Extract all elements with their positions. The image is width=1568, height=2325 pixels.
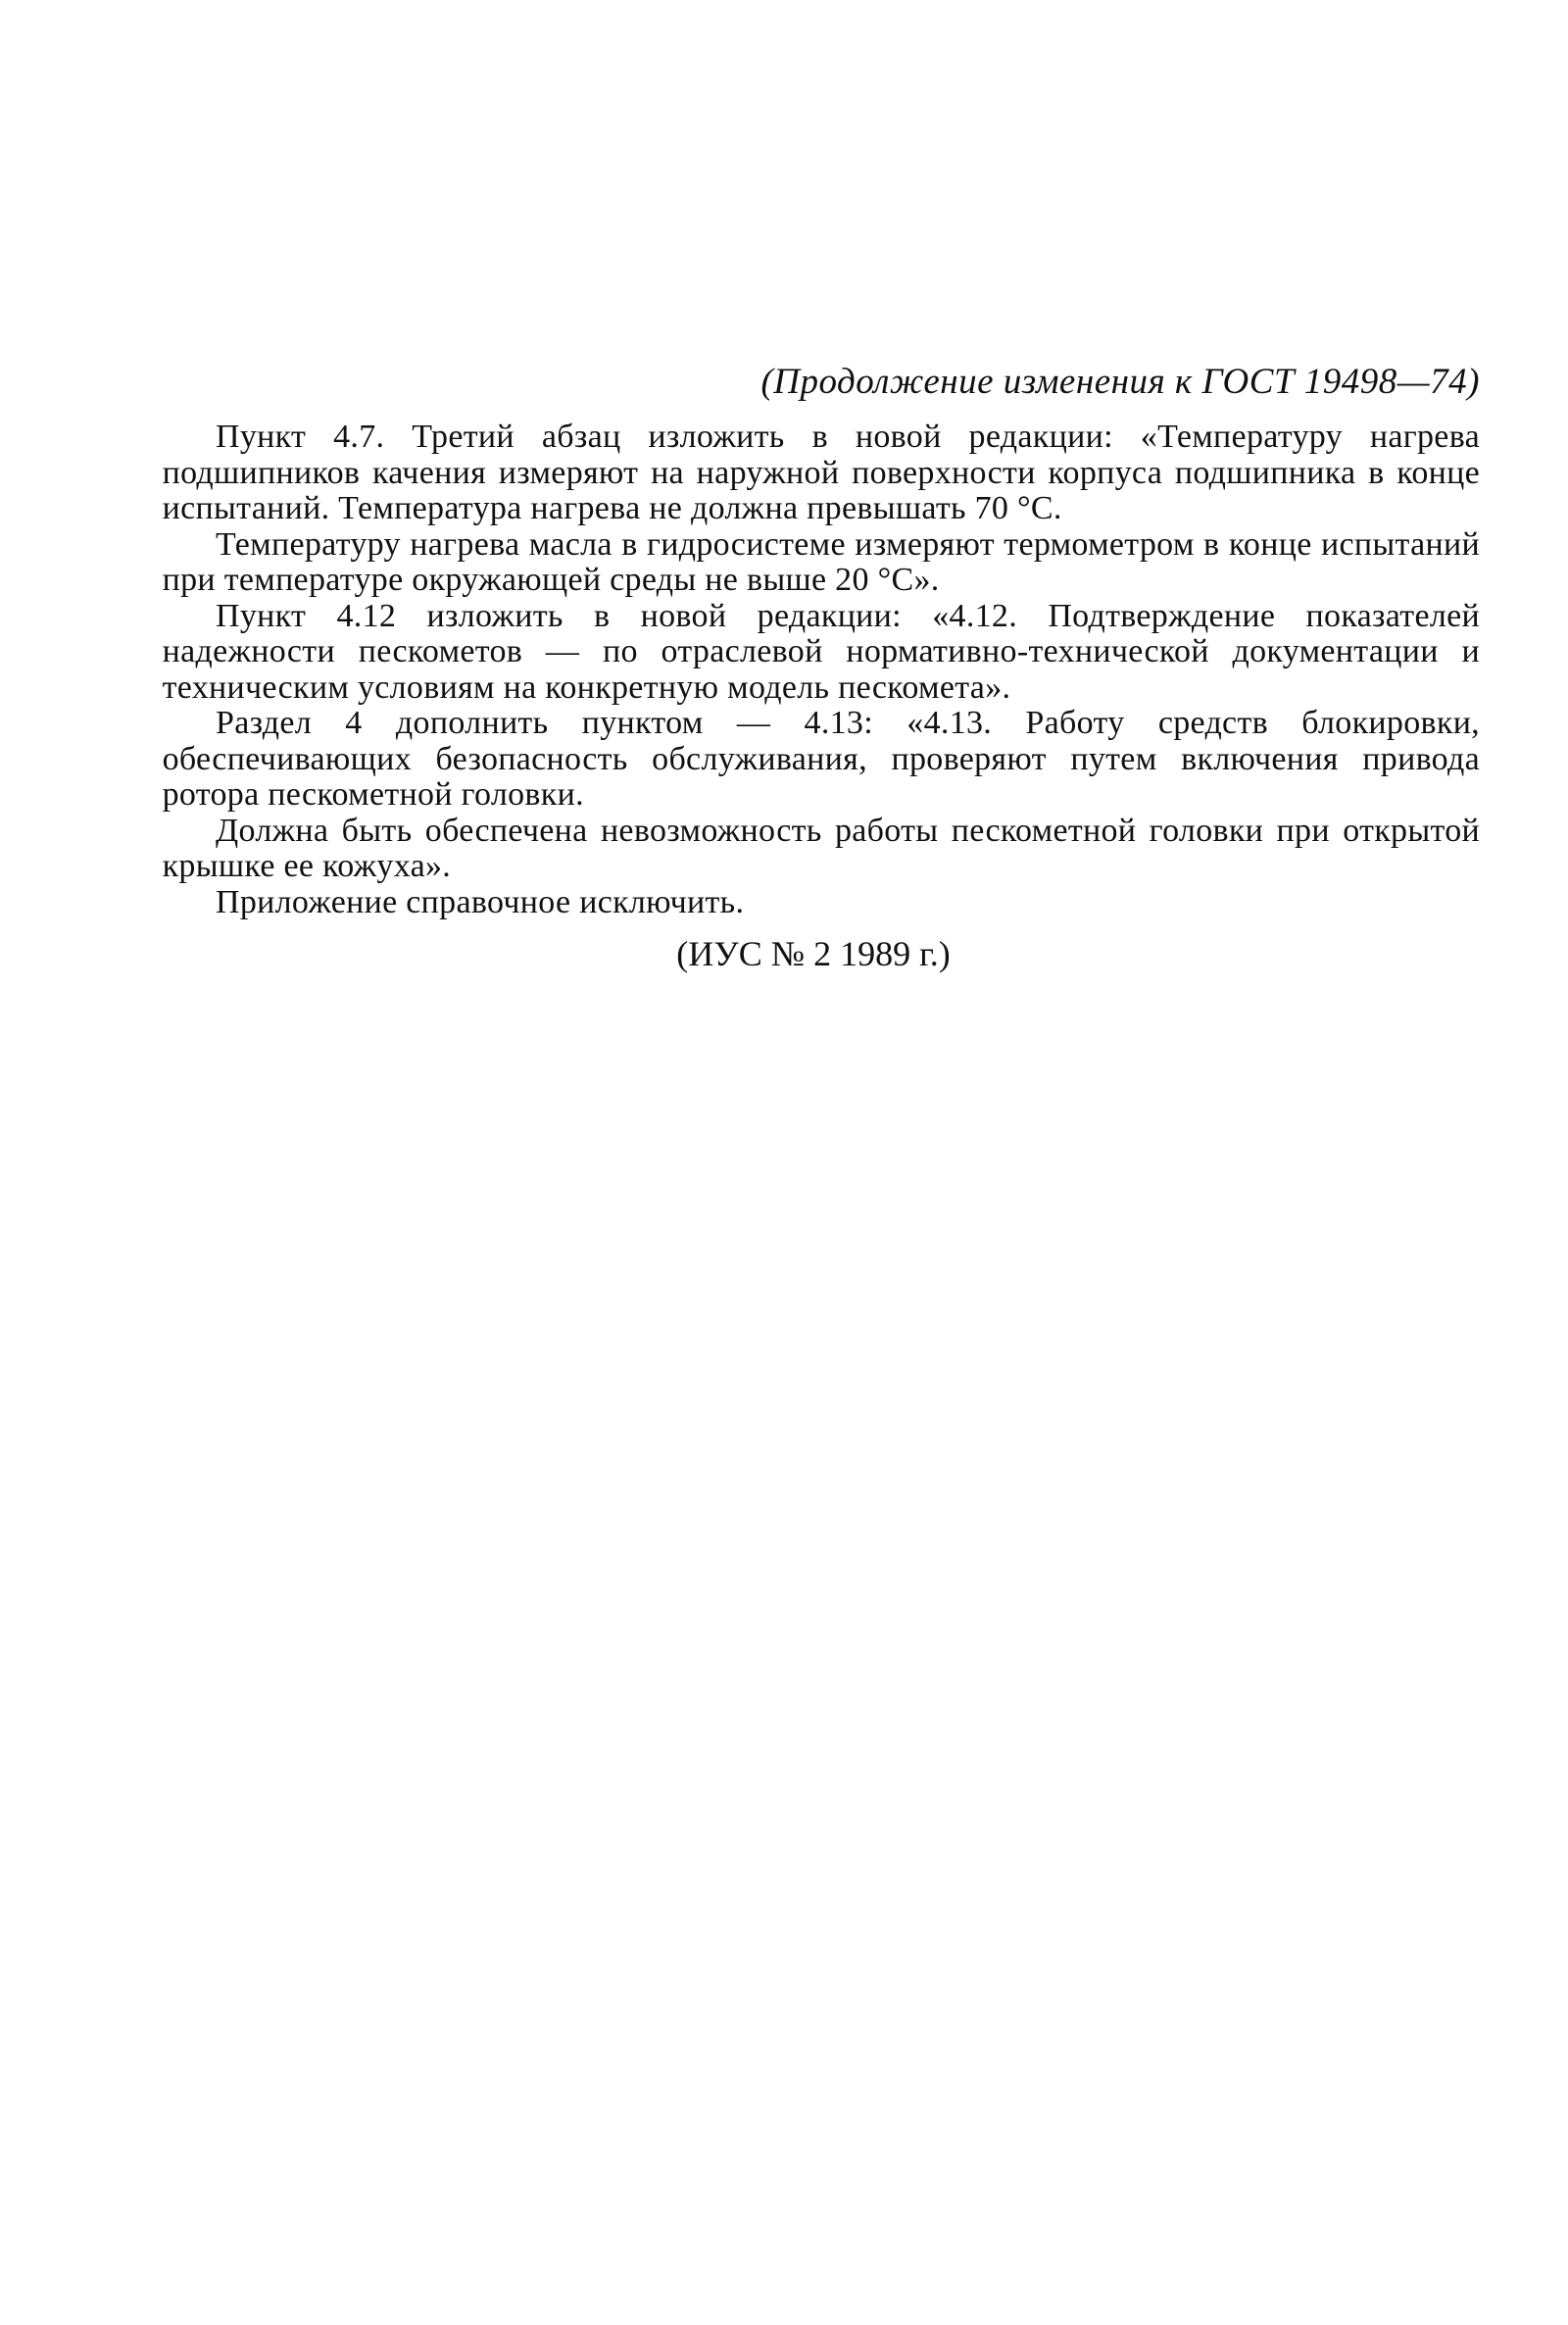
paragraph-cover-interlock: Должна быть обеспечена невозможность работы пескометной головки при открытой крышке ее кожуха».	[162, 812, 1480, 884]
paragraph-4-12: Пункт 4.12 изложить в новой редакции: «4.12. Подтверждение показателей надежности пескометов — по отраслевой нормативно-технической документации и техническим условиям на конкретную модель пескомета».	[162, 597, 1480, 706]
paragraph-appendix: Приложение справочное исключить.	[216, 883, 745, 920]
paragraph-4-7: Пункт 4.7. Третий абзац изложить в новой редакции: «Температуру нагрева подшипников качения измеряют на наружной поверхности корпуса подшипника в конце испытаний. Температура нагрева не должна превышать 70 °С.	[162, 419, 1480, 526]
continuation-header: (Продолжение изменения к ГОСТ 19498—74)	[760, 362, 1480, 402]
paragraph-oil-temperature: Температуру нагрева масла в гидросистеме измеряют термометром в конце испытаний при температуре окружающей среды не выше 20 °С».	[162, 525, 1480, 598]
document-body	[162, 419, 1480, 920]
ius-reference: (ИУС № 2 1989 г.)	[676, 934, 951, 973]
paragraph-4-13: Раздел 4 дополнить пунктом — 4.13: «4.13. Работу средств блокировки, обеспечивающих безопасность обслуживания, проверяют путем включения привода ротора пескометной головки.	[162, 705, 1480, 813]
